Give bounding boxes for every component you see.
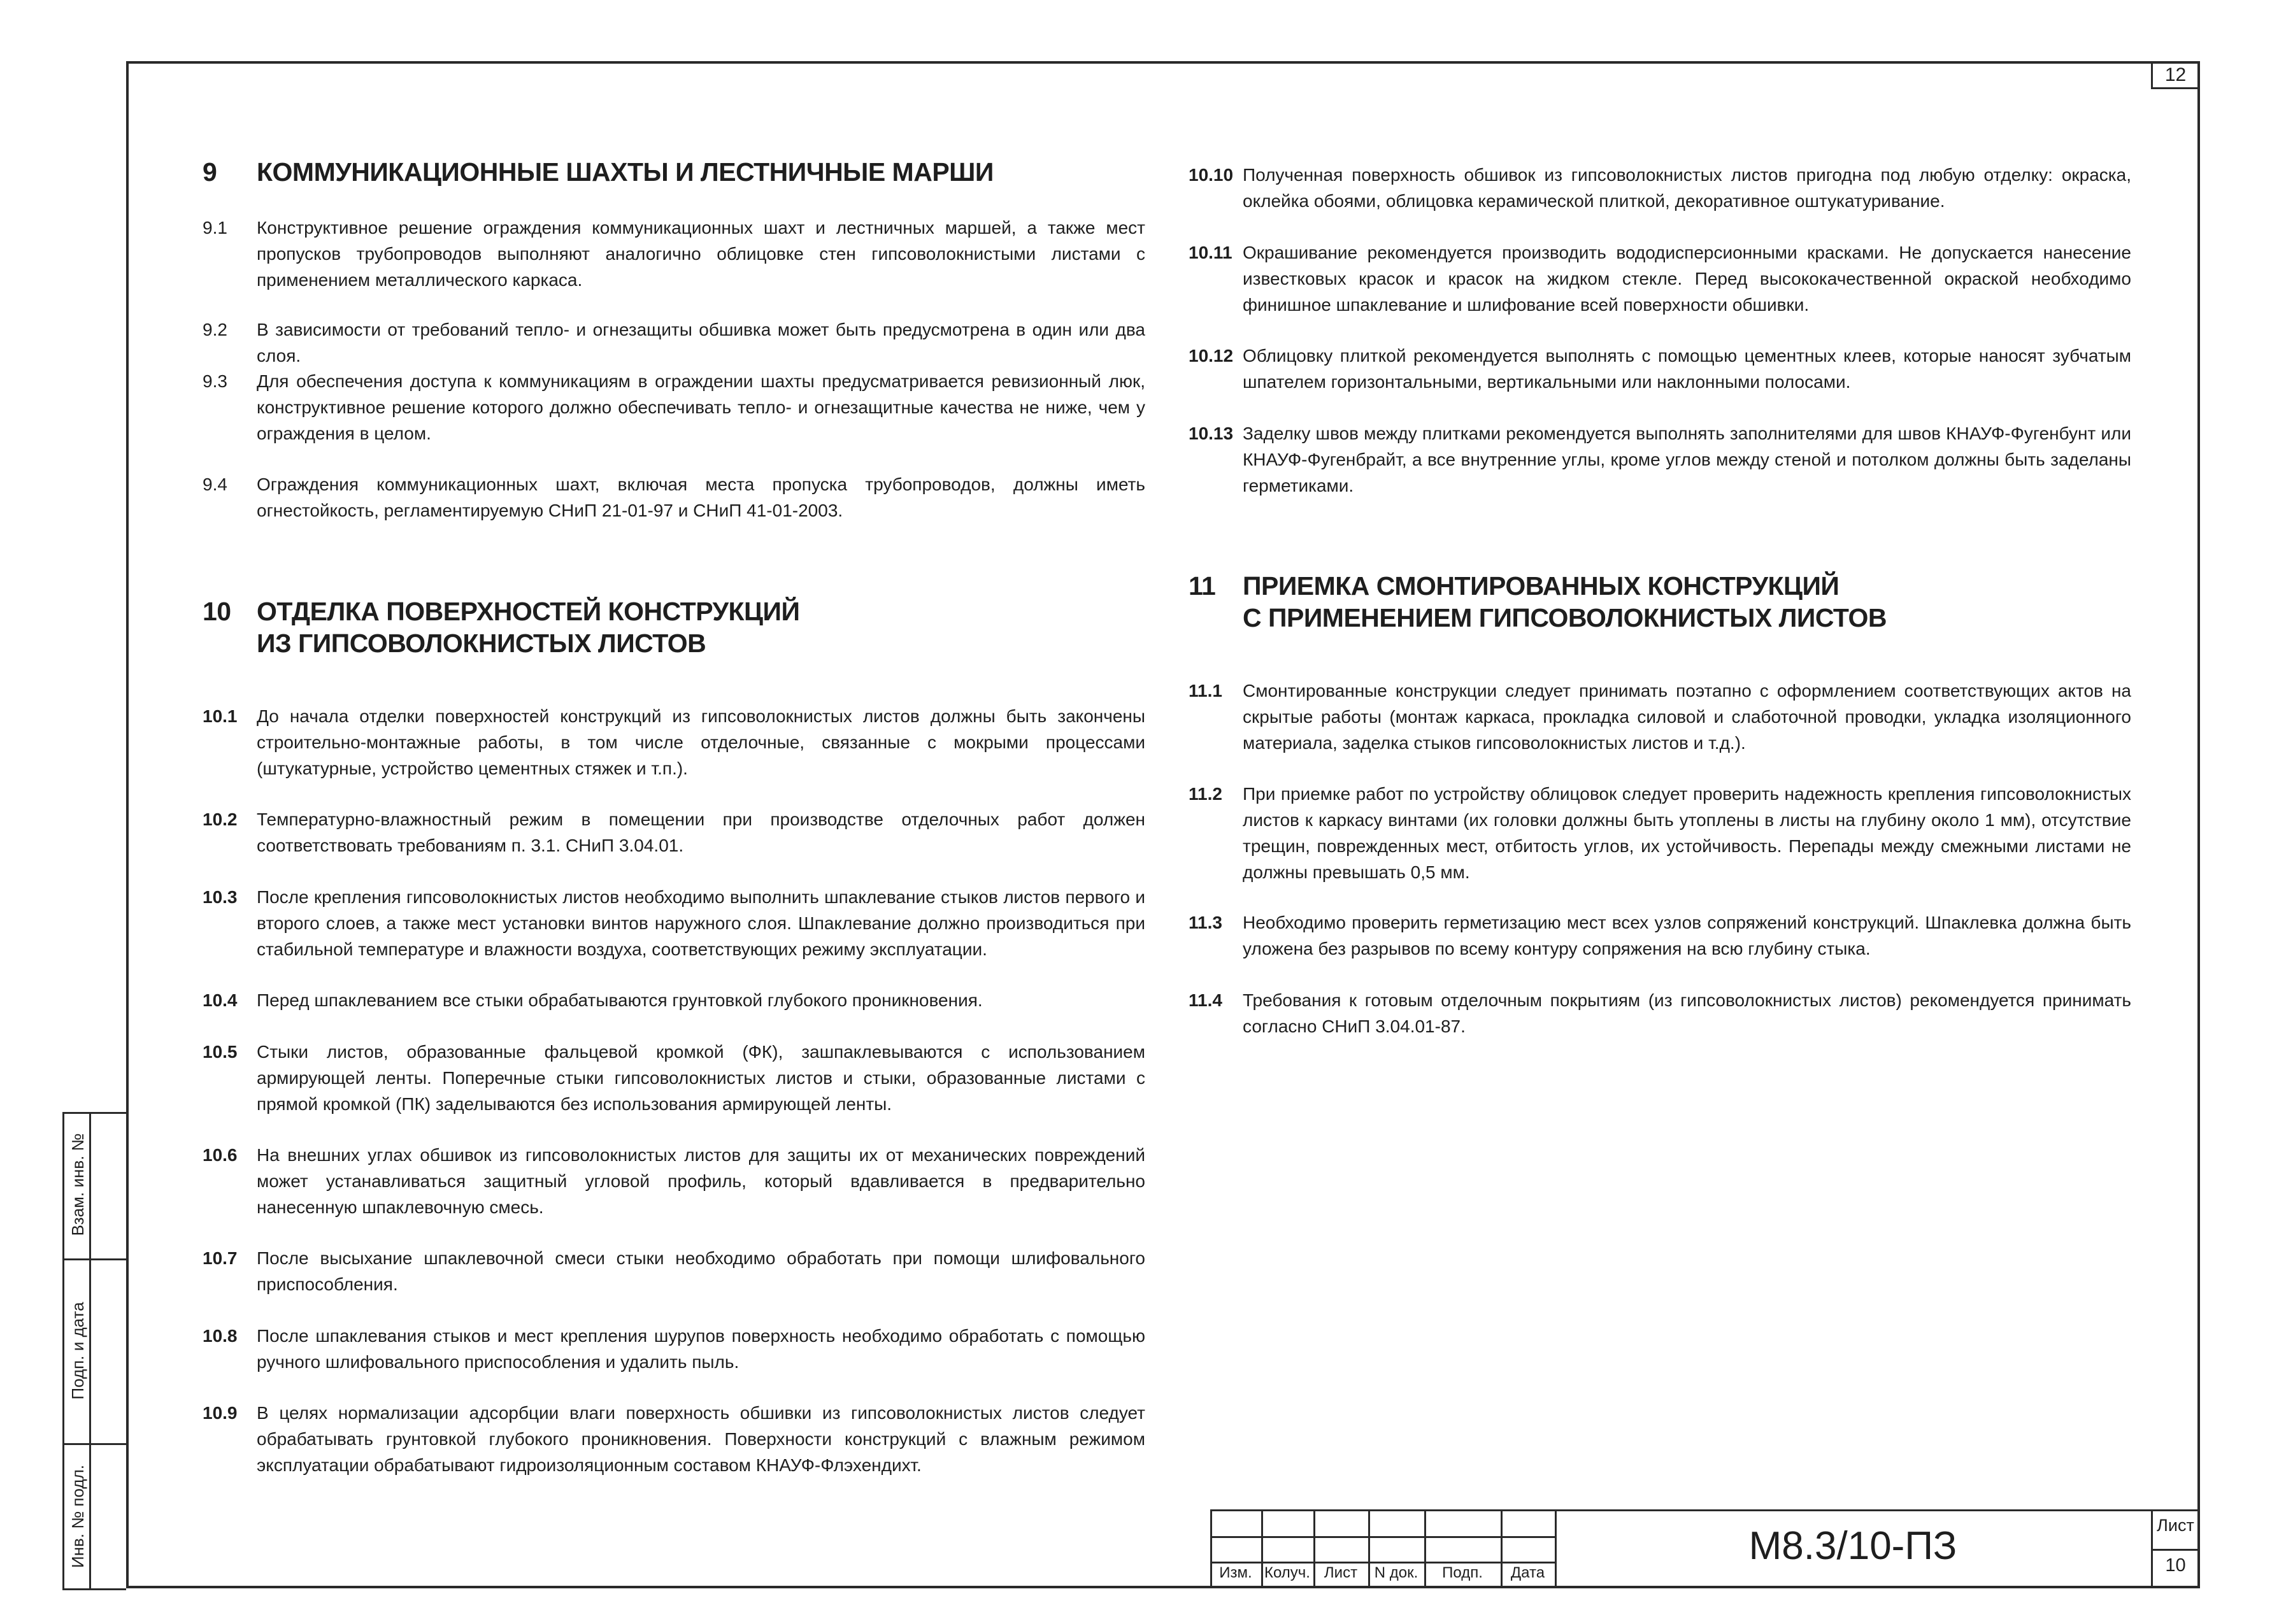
item-text: В целях нормализации адсорбции влаги поверхность обшивки из гипсоволокнистых листов следует обрабатывать грунтовкой глубокого проникновения. Поверхности конструкций с влажным режимом эксплуатации обрабатывают гидроизоляционным составом КНАУФ-Флэхендихт. bbox=[257, 1403, 1145, 1475]
item-text: Заделку швов между плитками рекомендуется выполнять заполнителями для швов КНАУФ-Фугенбунт или КНАУФ-Фугенбрайт, а все внутренние углы, кроме углов между стеной и потолком должны быть заделаны герметиками. bbox=[1243, 424, 2131, 495]
item-text: Ограждения коммуникационных шахт, включая места пропуска трубопроводов, должны иметь огнестойкость, регламентируемую СНиП 21-01-97 и СНиП 41-01-2003. bbox=[257, 474, 1145, 520]
col-header-koluch: Колуч. bbox=[1264, 1564, 1310, 1581]
document-code: М8.3/10-ПЗ bbox=[1748, 1524, 1957, 1568]
item-number: 9.4 bbox=[203, 474, 227, 494]
col-header-izm: Изм. bbox=[1219, 1564, 1252, 1581]
item-number: 11.2 bbox=[1189, 784, 1222, 804]
item-text: В зависимости от требований тепло- и огнезащиты обшивка может быть предусмотрена в один или два слоя. bbox=[257, 320, 1145, 366]
section-number: 10 bbox=[203, 597, 231, 626]
item-number: 10.8 bbox=[203, 1326, 238, 1346]
section-title: ОТДЕЛКА ПОВЕРХНОСТЕЙ КОНСТРУКЦИЙ ИЗ ГИПСОВОЛОКНИСТЫХ ЛИСТОВ bbox=[257, 597, 800, 658]
side-stamp-border bbox=[62, 1258, 126, 1260]
item-text: Стыки листов, образованные фальцевой кромкой (ФК), зашпаклевываются с использованием армирующей ленты. Поперечные стыки гипсоволокнистых листов и стыки, образованные листами с прямой кромкой (ПК) заделываются без использования армирующей ленты. bbox=[257, 1042, 1145, 1114]
section-11-heading bbox=[1189, 570, 2131, 640]
item-number: 11.4 bbox=[1189, 990, 1222, 1010]
section-10-heading bbox=[203, 595, 1145, 666]
item-number: 10.10 bbox=[1189, 165, 1234, 185]
item-text: Окрашивание рекомендуется производить вододисперсионными красками. Не допускается нанесение известковых красок и красок на жидком стекле. Перед высококачественной окраской необходимо финишное шпаклевание и шлифование всей поверхности обшивки. bbox=[1243, 243, 2131, 315]
section-title: ПРИЕМКА СМОНТИРОВАННЫХ КОНСТРУКЦИЙ С ПРИМЕНЕНИЕМ ГИПСОВОЛОКНИСТЫХ ЛИСТОВ bbox=[1243, 571, 1887, 632]
item-text: После высыхание шпаклевочной смеси стыки необходимо обработать при помощи шлифовального приспособления. bbox=[257, 1248, 1145, 1294]
item-text: До начала отделки поверхностей конструкций из гипсоволокнистых листов должны быть закончены строительно-монтажные работы, в том числе отделочные, связанные с мокрыми процессами (штукатурные, устройство цементных стяжек и т.п.). bbox=[257, 706, 1145, 778]
section-9-heading bbox=[203, 156, 1145, 194]
item-number: 9.1 bbox=[203, 218, 227, 238]
item-text: Необходимо проверить герметизацию мест всех узлов сопряжений конструкций. Шпаклевка должна быть уложена без разрывов по всему контуру сопряжения на всю глубину стыка. bbox=[1243, 913, 2131, 958]
item-text: После крепления гипсоволокнистых листов необходимо выполнить шпаклевание стыков листов первого и второго слоев, а также мест установки винтов наружного слоя. Шпаклевание должно производиться при стабильной температуре и влажности воздуха, соответствующих режиму эксплуатации. bbox=[257, 887, 1145, 959]
section-number: 11 bbox=[1189, 571, 1216, 601]
item-number: 10.12 bbox=[1189, 346, 1234, 366]
page-number: 12 bbox=[2164, 64, 2187, 85]
sheet-label: Лист bbox=[2157, 1516, 2194, 1535]
item-text: Полученная поверхность обшивок из гипсоволокнистых листов пригодна под любую отделку: окраска, оклейка обоями, облицовка керамической плиткой, декоративное оштукатуривание. bbox=[1243, 165, 2131, 211]
side-label-original-inv: Инв. № подл. bbox=[68, 1465, 87, 1568]
item-number: 10.9 bbox=[203, 1403, 238, 1423]
item-number: 10.13 bbox=[1189, 424, 1234, 443]
item-text: Облицовку плиткой рекомендуется выполнять с помощью цементных клеев, которые наносят зубчатым шпателем горизонтальными, вертикальными или наклонными полосами. bbox=[1243, 346, 2131, 392]
item-number: 9.3 bbox=[203, 371, 227, 391]
side-label-replacement-inv: Взам. инв. № bbox=[68, 1133, 87, 1236]
item-text: Конструктивное решение ограждения коммуникационных шахт и лестничных маршей, а также мест пропусков трубопроводов выполняют аналогично облицовке стен гипсоволокнистыми листами с применением металлического каркаса. bbox=[257, 218, 1145, 290]
section-title: КОММУНИКАЦИОННЫЕ ШАХТЫ И ЛЕСТНИЧНЫЕ МАРШИ bbox=[257, 157, 994, 187]
item-number: 11.3 bbox=[1189, 913, 1222, 932]
item-number: 10.4 bbox=[203, 990, 238, 1010]
item-number: 9.2 bbox=[203, 320, 227, 339]
item-number: 10.6 bbox=[203, 1145, 238, 1165]
item-number: 10.2 bbox=[203, 809, 238, 829]
col-header-podp: Подп. bbox=[1442, 1564, 1483, 1581]
item-text: На внешних углах обшивок из гипсоволокнистых листов для защиты их от механических повреждений может устанавливаться защитный угловой профиль, который вдавливается в предварительно нанесенную шпаклевочную смесь. bbox=[257, 1145, 1145, 1217]
side-label-sign-date: Подп. и дата bbox=[68, 1302, 87, 1400]
item-text: Температурно-влажностный режим в помещении при производстве отделочных работ должен соответствовать требованиям п. 3.1. СНиП 3.04.01. bbox=[257, 809, 1145, 855]
title-block-border bbox=[1210, 1509, 2200, 1511]
item-number: 10.7 bbox=[203, 1248, 238, 1268]
col-header-data: Дата bbox=[1510, 1564, 1545, 1581]
item-text: Для обеспечения доступа к коммуникациям в ограждении шахты предусматривается ревизионный люк, конструктивное решение которого должно обеспечивать тепло- и огнезащитные качества не ниже, чем у ограждения в целом. bbox=[257, 371, 1145, 443]
side-stamp-border bbox=[89, 1112, 91, 1590]
item-number: 10.3 bbox=[203, 887, 238, 907]
item-number: 10.1 bbox=[203, 706, 238, 726]
col-header-ndok: N док. bbox=[1374, 1564, 1418, 1581]
page-number-box bbox=[2151, 61, 2200, 89]
col-header-list: Лист bbox=[1324, 1564, 1358, 1581]
item-text: Перед шпаклеванием все стыки обрабатываются грунтовкой глубокого проникновения. bbox=[257, 990, 983, 1010]
item-number: 11.1 bbox=[1189, 681, 1222, 701]
sheet-value: 10 bbox=[2165, 1555, 2186, 1576]
item-text: При приемке работ по устройству облицовок следует проверить надежность крепления гипсоволокнистых листов к каркасу винтами (их головки должны быть утоплены в листы на глубину около 1 мм), отсутствие трещин, поврежденных мест, отбитость углов, их устойчивость. Перепады между смежными листами не должны превышать 0,5 мм. bbox=[1243, 784, 2131, 882]
item-number: 10.11 bbox=[1189, 243, 1232, 262]
item-number: 10.5 bbox=[203, 1042, 238, 1062]
side-stamp-border bbox=[62, 1112, 64, 1590]
title-block-border bbox=[2151, 1549, 2200, 1551]
item-text: После шпаклевания стыков и мест крепления шурупов поверхность необходимо обработать с помощью ручного шлифовального приспособления и удалить пыль. bbox=[257, 1326, 1145, 1372]
item-text: Требования к готовым отделочным покрытиям (из гипсоволокнистых листов) рекомендуется принимать согласно СНиП 3.04.01-87. bbox=[1243, 990, 2131, 1036]
item-text: Смонтированные конструкции следует принимать поэтапно с оформлением соответствующих актов на скрытые работы (монтаж каркаса, прокладка силовой и слаботочной проводки, укладка изоляционного материала, заделка стыков гипсоволокнистых листов и т.д.). bbox=[1243, 681, 2131, 753]
section-number: 9 bbox=[203, 157, 217, 187]
